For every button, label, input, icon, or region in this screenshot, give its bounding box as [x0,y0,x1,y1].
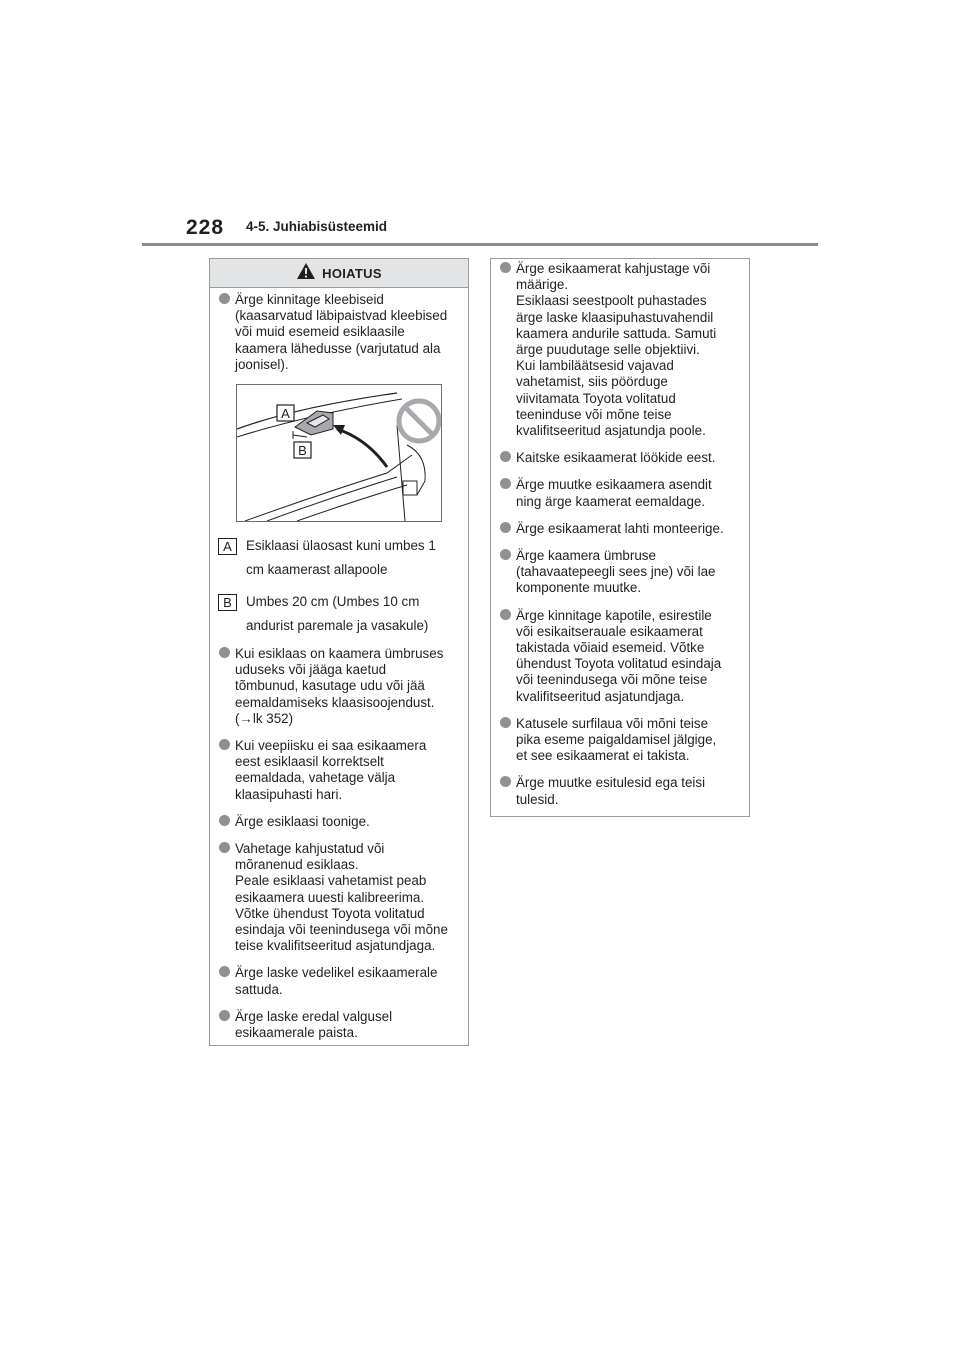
warning-item [499,548,741,597]
bullet-icon [219,739,230,750]
figure-legend-item [218,590,460,638]
warning-item [499,608,741,705]
figure-label-b: B [298,443,307,459]
warning-item [218,1009,460,1041]
legend-tag: B [218,594,237,611]
warning-item-text: Ärge laske vedelikel esikaamerale sattuda. [235,965,438,997]
legend-text: Esiklaasi ülaosast kuni umbes 1 [246,538,436,554]
windshield-illustration [236,384,442,522]
warning-item-text: Katusele surfilaua või mõni teise pika eseme paigaldamisel jälgige, et see esikaamerat ei takista. [516,715,717,764]
warning-item-text: Kui esiklaas on kaamera ümbruses uduseks või jääga kaetud tõmbunud, kasutage udu või jää eemaldamiseks klaasisoojendust. (→lk 352) [235,646,444,726]
bullet-icon [500,262,511,273]
page-number: 228 [186,216,225,239]
warning-item [499,261,741,439]
warning-item-text: Ärge esikaamerat lahti monteerige. [516,520,724,536]
bullet-icon [500,478,511,489]
warning-box-right-column [490,258,750,817]
warning-item [499,477,741,509]
bullet-icon [219,842,230,853]
warning-item [218,965,460,997]
warning-item [218,814,460,830]
legend-tag: A [218,538,237,555]
warning-item [499,775,741,807]
bullet-icon [500,451,511,462]
warning-item [218,292,460,373]
legend-text: andurist paremale ja vasakule) [246,618,429,634]
warning-item [499,521,741,537]
warning-item-text: Kaitske esikaamerat löökide eest. [516,450,716,466]
warning-item-text: Ärge muutke esitulesid ega teisi tulesid. [516,775,706,807]
warning-item [218,646,460,727]
bullet-icon [500,717,511,728]
warning-title: HOIATUS [322,265,382,281]
warning-item-text: Ärge kaamera ümbruse (tahavaatepeegli sees jne) või lae komponente muutke. [516,548,716,596]
bullet-icon [500,522,511,533]
figure-label-a: A [281,406,290,422]
bullet-icon [500,776,511,787]
warning-item-text: Ärge kinnitage kapotile, esirestile või esikaitserauale esikaamerat takistada võiaid esemeid. Võtke ühendust Toyota volitatud esindaja või teenindusega või mõne teise kvalifitseeritud asjatundjaga. [516,607,722,704]
bullet-icon [500,609,511,620]
legend-text: Umbes 20 cm (Umbes 10 cm [246,594,420,610]
warning-item-text: Ärge kinnitage kleebiseid (kaasarvatud läbipaistvad kleebised või muid esemeid esiklaasile kaamera lähedusse (varjutatud ala joonisel). [235,292,448,372]
bullet-icon [500,549,511,560]
warning-box-left-column [209,258,469,1046]
warning-item-text: Ärge laske eredal valgusel esikaamerale paista. [235,1008,393,1041]
bullet-icon [219,647,230,658]
warning-triangle-icon [296,262,316,285]
warning-item [499,450,741,466]
warning-item-text: Ärge muutke esikaamera asendit ning ärge kaamerat eemaldage. [516,477,712,509]
warning-header [210,259,468,288]
section-title: 4-5. Juhiabisüsteemid [246,219,388,234]
windshield-drawing [237,385,441,521]
warning-item-text: Kui veepiisku ei saa esikaamera eest esiklaasil korrektselt eemaldada, vahetage välja klaasipuhasti hari. [235,738,427,802]
bullet-icon [219,293,230,304]
bullet-icon [219,1010,230,1021]
bullet-icon [219,815,230,826]
warning-item [218,738,460,803]
legend-text: cm kaamerast allapoole [246,562,388,578]
warning-item-text: Ärge esiklaasi toonige. [235,813,370,829]
warning-item-text: Ärge esikaamerat kahjustage või määrige. Esiklaasi seestpoolt puhastades ärge laske klaasipuhastuvahendil kaamera andurile sattuda. Samuti ärge puudutage selle objektiivi. Kui lambiläätsesid vajavad vahetamist, siis pöörduge viivitamata Toyota volitatud teeninduse või mõne teise kvalifitseeritud asjatundja poole. [516,261,717,439]
warning-item [499,716,741,765]
figure-legend-item [218,534,460,582]
warning-item-text: Vahetage kahjustatud või mõranenud esiklaas. Peale esiklaasi vahetamist peab esikaamera uuesti kalibreerima. Võtke ühendust Toyota volitatud esindaja või teenindusega või mõne teise kvalifitseeritud asjatundjaga. [235,841,448,954]
header-rule [142,243,818,246]
warning-item [218,841,460,954]
bullet-icon [219,966,230,977]
